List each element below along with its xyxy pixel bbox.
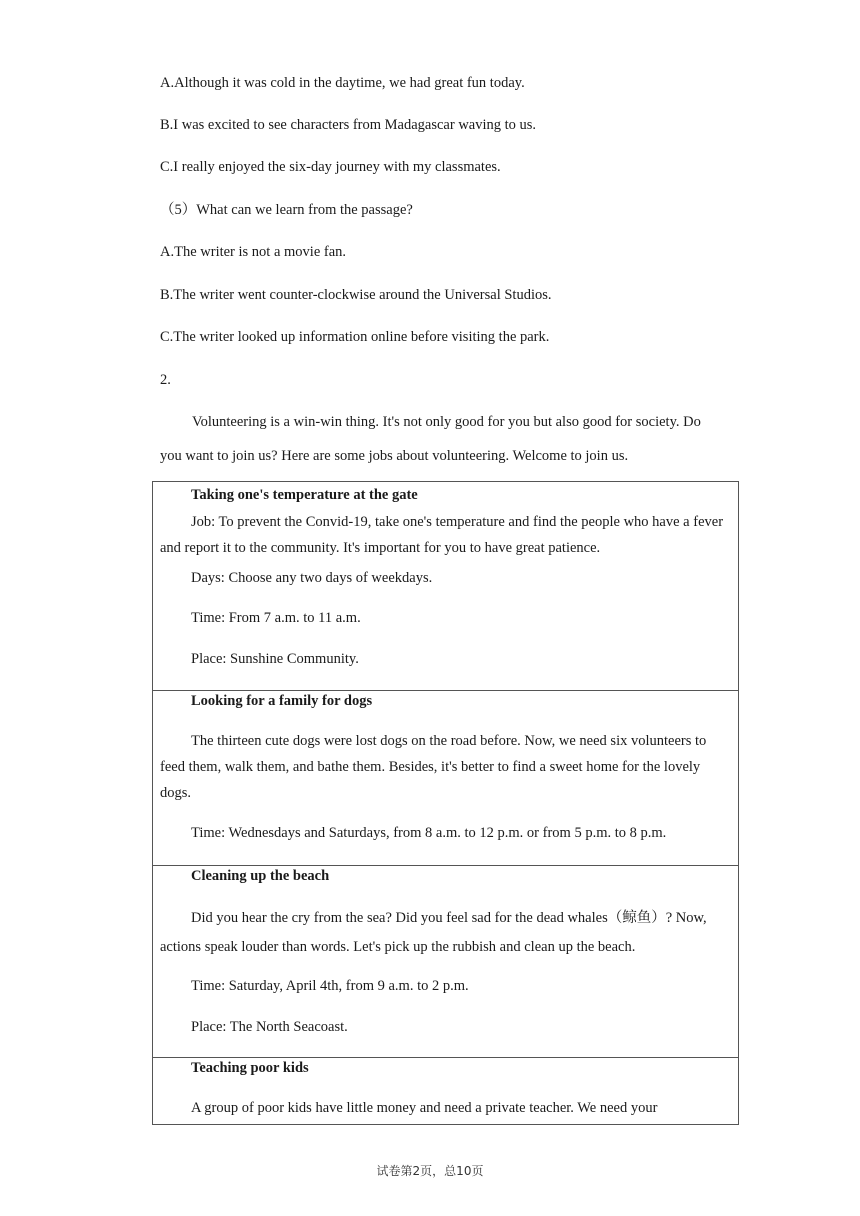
q5-option-c: C.The writer looked up information online before visiting the park.	[160, 329, 550, 345]
job-title: Looking for a family for dogs	[191, 693, 373, 709]
passage-number: 2.	[160, 372, 171, 388]
job-days: Days: Choose any two days of weekdays.	[191, 570, 433, 586]
job-cell-temperature	[153, 482, 738, 691]
job-title: Taking one's temperature at the gate	[191, 487, 418, 503]
job-time: Time: Wednesdays and Saturdays, from 8 a.m. to 12 p.m. or from 5 p.m. to 8 p.m.	[191, 825, 667, 841]
passage-intro-line-1: Volunteering is a win-win thing. It's not only good for you but also good for society. Do	[192, 414, 701, 430]
job-time: Time: Saturday, April 4th, from 9 a.m. to 2 p.m.	[191, 978, 469, 994]
job-place: Place: The North Seacoast.	[191, 1019, 348, 1035]
volunteer-jobs-table	[152, 481, 739, 1125]
page-footer: 试卷第2页，总10页	[376, 1164, 484, 1178]
job-cell-teaching	[153, 1058, 738, 1124]
option-b: B.I was excited to see characters from Madagascar waving to us.	[160, 117, 537, 133]
job-place: Place: Sunshine Community.	[191, 651, 359, 667]
job-cell-beach	[153, 866, 738, 1058]
passage-intro-line-2: you want to join us? Here are some jobs about volunteering. Welcome to join us.	[160, 448, 629, 464]
job-title: Teaching poor kids	[191, 1060, 309, 1076]
q5-option-b: B.The writer went counter-clockwise around the Universal Studios.	[160, 287, 552, 303]
job-description: Did you hear the cry from the sea? Did you feel sad for the dead whales（鲸鱼）? Now, actions speak louder than words. Let's pick up the rubbish and clean up the beach.	[160, 910, 707, 955]
job-title: Cleaning up the beach	[191, 868, 330, 884]
job-description: Job: To prevent the Convid-19, take one's temperature and find the people who have a fever and report it to the community. It's important for you to have great patience.	[160, 514, 724, 556]
job-time: Time: From 7 a.m. to 11 a.m.	[191, 610, 361, 626]
q5-option-a: A.The writer is not a movie fan.	[160, 244, 347, 260]
option-c: C.I really enjoyed the six-day journey with my classmates.	[160, 159, 501, 175]
question-5-stem: （5）What can we learn from the passage?	[160, 202, 413, 218]
option-a: A.Although it was cold in the daytime, we had great fun today.	[160, 75, 525, 91]
job-cell-dogs	[153, 691, 738, 866]
job-description: The thirteen cute dogs were lost dogs on the road before. Now, we need six volunteers to feed them, walk them, and bathe them. Besides, it's better to find a sweet home for the lovely dogs.	[160, 733, 707, 801]
job-description: A group of poor kids have little money and need a private teacher. We need your	[191, 1100, 658, 1116]
